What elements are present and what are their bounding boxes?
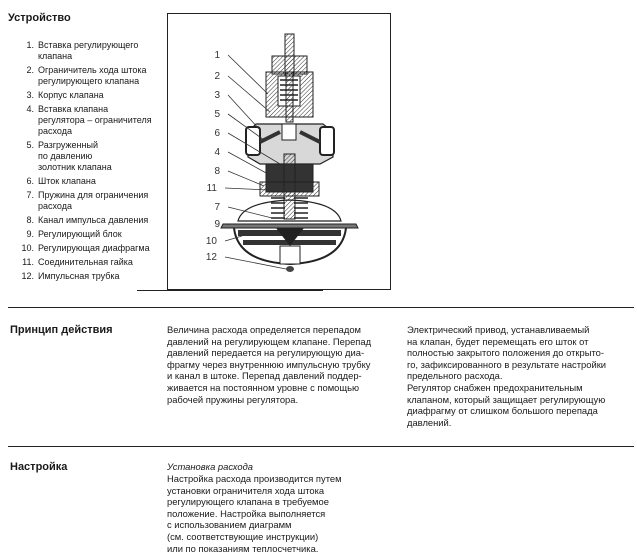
item-number: 7.	[26, 190, 34, 200]
item-number: 1.	[26, 40, 34, 50]
principle-text-col2: Электрический привод, устанавливаемый на клапан, будет перемещать его шток от полностью закрытого положения до открыто- го, зафиксированного в результате настройки предельного расхода. Регулятор снабжен предохранительным клапаном, который защищает регулирующую диафрагму от слишком большого перепада давлений.	[407, 324, 607, 428]
callout-label: 4	[214, 147, 220, 158]
callout-leader-line	[225, 236, 242, 241]
callout-label: 1	[214, 50, 220, 61]
parts-list	[0, 40, 170, 285]
item-text: Регулирующий блок	[38, 229, 122, 239]
callout-leader-line	[228, 55, 268, 94]
principle-text-col1: Величина расхода определяется перепадом давлений на регулирующем клапане. Перепад давлений передается на регулирующую диа- фрагму через внутреннюю импульсную трубку и канал в штоке. Перепад давлений поддер- живается на постоянном уровне с помощью рабочей пружины регулятора.	[167, 324, 372, 405]
callout-label: 3	[214, 90, 220, 101]
item-text: Импульсная трубка	[38, 271, 120, 281]
setup-heading: Настройка	[10, 461, 68, 473]
parts-list-item	[0, 176, 170, 187]
item-number: 4.	[26, 104, 34, 114]
item-number: 11.	[22, 257, 34, 267]
parts-list-item	[0, 104, 170, 137]
section-divider-2	[8, 446, 634, 447]
item-number: 9.	[26, 229, 34, 239]
item-text: Регулирующая диафрагма	[38, 243, 150, 253]
valve-cross-section-figure	[167, 13, 391, 290]
parts-list-item	[0, 140, 170, 173]
item-number: 6.	[26, 176, 34, 186]
item-number: 2.	[26, 65, 34, 75]
figure-underline	[137, 290, 323, 291]
item-text: Соединительная гайка	[38, 257, 133, 267]
item-text: Ограничитель хода штока регулирующего клапана	[38, 65, 147, 86]
callout-label: 6	[214, 128, 220, 139]
item-number: 8.	[26, 215, 34, 225]
device-heading: Устройство	[8, 12, 71, 24]
callout-leader-line	[228, 207, 272, 218]
callout-label: 12	[205, 252, 217, 263]
parts-list-item	[0, 90, 170, 101]
callout-leader-line	[228, 171, 264, 186]
valve-drawing	[168, 14, 390, 289]
item-text: Пружина для ограничения расхода	[38, 190, 149, 211]
callout-label: 11	[206, 183, 217, 194]
parts-list-item	[0, 190, 170, 212]
item-text: Шток клапана	[38, 176, 96, 186]
callout-label: 2	[214, 71, 220, 82]
item-number: 12.	[21, 271, 34, 281]
item-number: 10.	[21, 243, 34, 253]
section-divider-1	[8, 307, 634, 308]
item-text: Разгруженный по давлению золотник клапана	[38, 140, 112, 172]
parts-list-item	[0, 215, 170, 226]
item-text: Канал импульса давления	[38, 215, 149, 225]
parts-list-item	[0, 243, 170, 254]
item-number: 3.	[26, 90, 34, 100]
parts-list-item	[0, 65, 170, 87]
parts-list-item	[0, 257, 170, 268]
callout-label: 8	[214, 166, 220, 177]
callout-label: 9	[214, 219, 220, 230]
item-text: Вставка клапана регулятора – ограничителя расхода	[38, 104, 152, 136]
parts-list-item	[0, 271, 170, 282]
principle-heading: Принцип действия	[10, 324, 113, 336]
parts-list-item	[0, 40, 170, 62]
callout-leader-line	[228, 95, 260, 130]
parts-list-item	[0, 229, 170, 240]
callout-label: 7	[214, 202, 220, 213]
callout-leader-line	[228, 76, 270, 112]
item-number: 5.	[26, 140, 34, 150]
setup-text: Настройка расхода производится путем установки ограничителя хода штока регулирующего клапана в требуемое положение. Настройка выполняется с использованием диаграмм (см. соответствующие инструкции) или по показаниям теплосчетчика.	[167, 473, 342, 554]
item-text: Корпус клапана	[38, 90, 104, 100]
callout-label: 10	[205, 236, 217, 247]
setup-subheading: Установка расхода	[167, 461, 254, 472]
callout-label: 5	[214, 109, 220, 120]
item-text: Вставка регулирующего клапана	[38, 40, 139, 61]
